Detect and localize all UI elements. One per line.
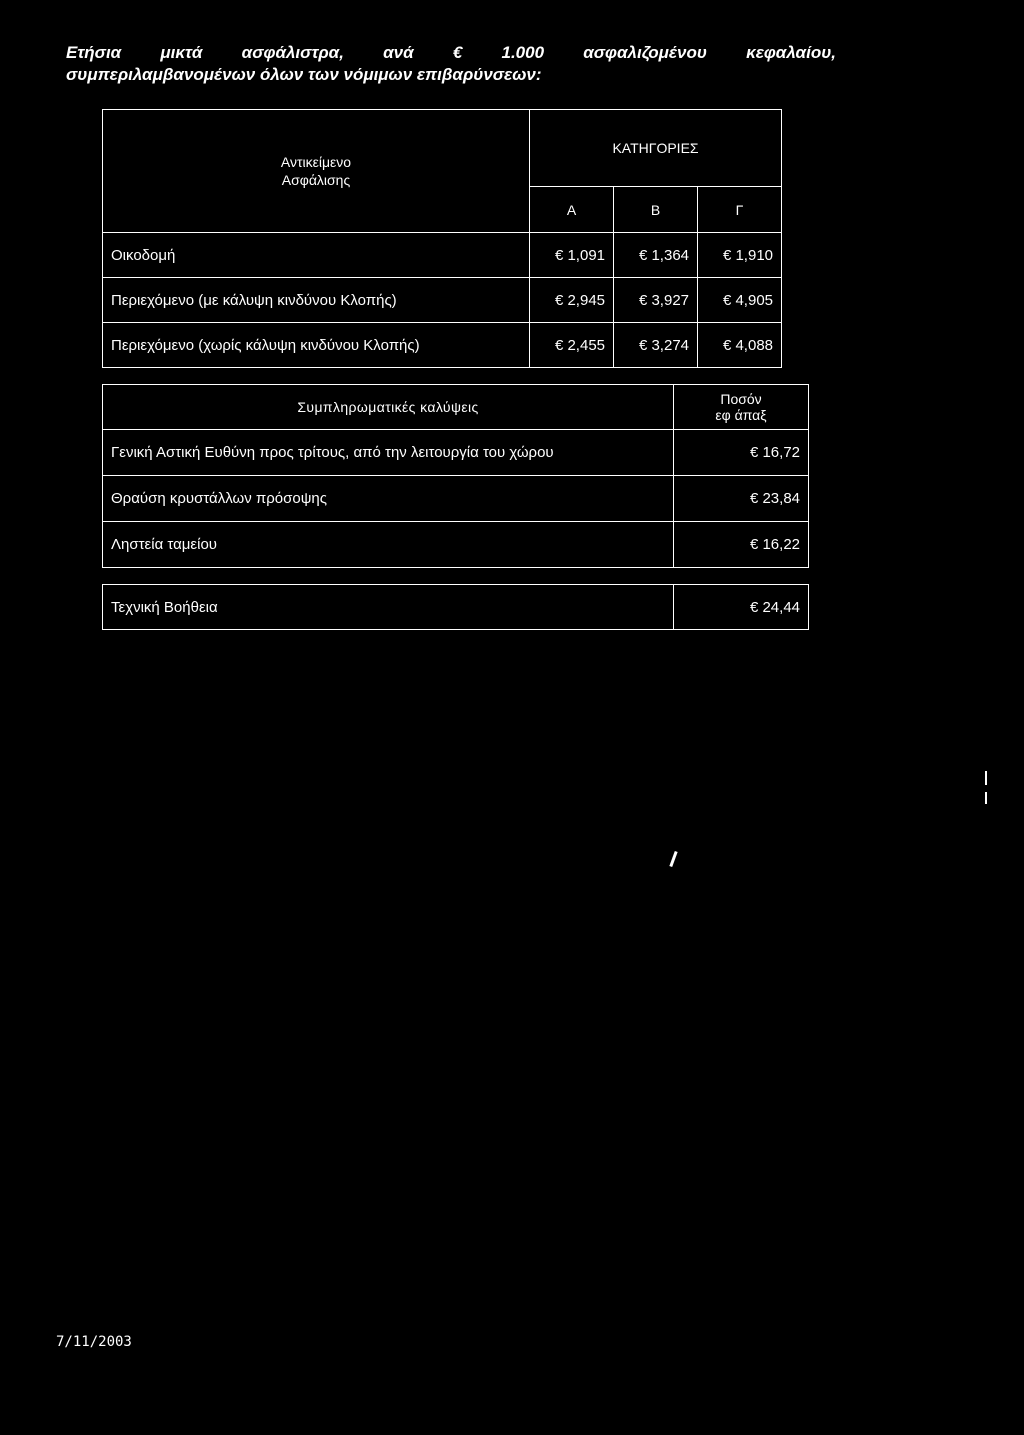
- rate-value: € 1,091: [530, 233, 614, 278]
- table-row: [103, 476, 809, 522]
- coverage-amount: € 23,84: [674, 476, 809, 522]
- rate-value: € 3,927: [614, 278, 698, 323]
- supplementary-coverages-header: Συμπληρωματικές καλύψεις: [103, 385, 674, 430]
- supplementary-coverages-table: [102, 384, 809, 568]
- rate-value: € 2,945: [530, 278, 614, 323]
- insured-object-header: [103, 110, 530, 233]
- insured-object-header-line: Ασφάλισης: [281, 172, 351, 188]
- amount-header-line: Ποσόν: [720, 391, 762, 407]
- categories-header: ΚΑΤΗΓΟΡΙΕΣ: [530, 110, 782, 187]
- table-row: [103, 278, 782, 323]
- coverage-amount: € 16,72: [674, 430, 809, 476]
- table-row: [103, 323, 782, 368]
- row-label: Περιεχόμενο (με κάλυψη κινδύνου Κλοπής): [103, 278, 530, 323]
- coverage-label: Γενική Αστική Ευθύνη προς τρίτους, από την λειτουργία του χώρου: [103, 430, 674, 476]
- heading-line-2: συμπεριλαμβανομένων όλων των νόμιμων επιβαρύνσεων:: [66, 65, 542, 84]
- assistance-amount: € 24,44: [674, 585, 809, 630]
- assistance-label: Τεχνική Βοήθεια: [103, 585, 674, 630]
- heading-word: ασφάλιστρα,: [241, 43, 344, 62]
- coverage-label: Θραύση κρυστάλλων πρόσοψης: [103, 476, 674, 522]
- rate-value: € 1,364: [614, 233, 698, 278]
- table-row: [103, 430, 809, 476]
- coverage-label: Ληστεία ταμείου: [103, 522, 674, 568]
- scan-artifact: [985, 792, 987, 804]
- rate-value: € 4,905: [698, 278, 782, 323]
- heading-word: €: [452, 43, 463, 62]
- heading-word: μικτά: [160, 43, 203, 62]
- row-label: Περιεχόμενο (χωρίς κάλυψη κινδύνου Κλοπής): [103, 323, 530, 368]
- table-row: [103, 522, 809, 568]
- one-off-amount-header: [674, 385, 809, 430]
- premium-rates-table: [102, 109, 782, 368]
- insured-object-header-line: Αντικείμενο: [280, 154, 352, 170]
- heading-word: Ετήσια: [66, 43, 122, 62]
- coverage-amount: € 16,22: [674, 522, 809, 568]
- heading-word: 1.000: [501, 43, 545, 62]
- rate-value: € 2,455: [530, 323, 614, 368]
- category-a-header: Α: [530, 187, 614, 233]
- heading-word: ανά: [383, 43, 414, 62]
- amount-header-line: εφ άπαξ: [715, 407, 767, 423]
- table-row: [103, 233, 782, 278]
- scan-artifact: [669, 851, 677, 867]
- document-date: 7/11/2003: [56, 1334, 132, 1350]
- category-b-header: Β: [614, 187, 698, 233]
- rate-value: € 1,910: [698, 233, 782, 278]
- scan-artifact: [985, 771, 987, 785]
- table-row: [103, 585, 809, 630]
- category-g-header: Γ: [698, 187, 782, 233]
- technical-assistance-table: [102, 584, 809, 630]
- document-heading: [66, 42, 836, 86]
- row-label: Οικοδομή: [103, 233, 530, 278]
- heading-line-1: [66, 42, 836, 64]
- heading-word: ασφαλιζομένου: [583, 43, 707, 62]
- rate-value: € 4,088: [698, 323, 782, 368]
- heading-word: κεφαλαίου,: [746, 43, 836, 62]
- rate-value: € 3,274: [614, 323, 698, 368]
